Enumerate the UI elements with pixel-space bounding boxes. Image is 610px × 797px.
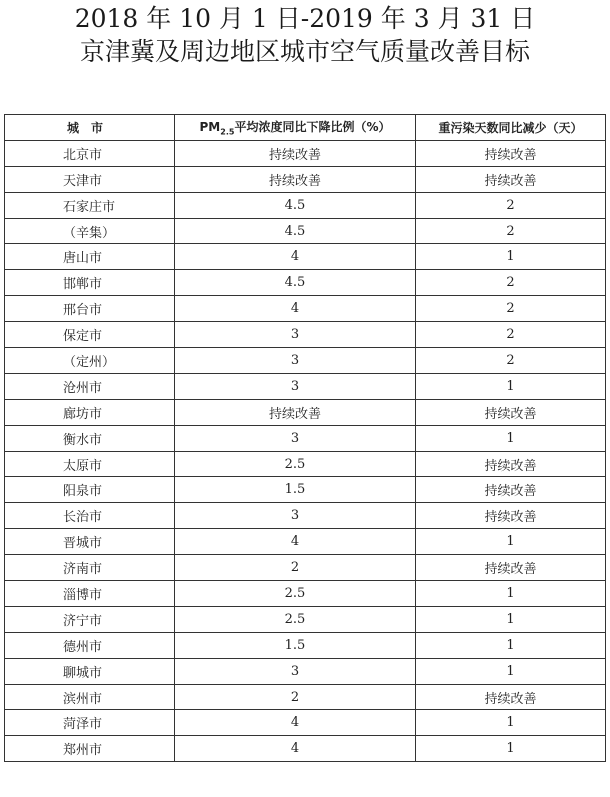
days-reduction-cell: 1	[416, 425, 606, 451]
table-row	[5, 218, 606, 244]
pm25-reduction-cell: 3	[175, 348, 416, 374]
table-row	[5, 192, 606, 218]
days-reduction-cell: 1	[416, 632, 606, 658]
pm25-reduction-cell: 2.5	[175, 606, 416, 632]
header-pm-prefix: PM	[199, 120, 221, 135]
table-row	[5, 529, 606, 555]
days-reduction-cell: 1	[416, 736, 606, 762]
city-cell: 滨州市	[5, 684, 175, 710]
city-cell: 太原市	[5, 451, 175, 477]
header-city: 城 市	[5, 115, 175, 141]
table-row	[5, 373, 606, 399]
table-row	[5, 581, 606, 607]
table-row	[5, 270, 606, 296]
document-title-line-1: 2018 年 10 月 1 日-2019 年 3 月 31 日	[74, 4, 536, 33]
pm25-reduction-cell: 2.5	[175, 581, 416, 607]
table-row	[5, 244, 606, 270]
air-quality-target-table	[4, 114, 606, 762]
city-cell: 菏泽市	[5, 710, 175, 736]
table-row	[5, 658, 606, 684]
table-row	[5, 348, 606, 374]
table-row	[5, 399, 606, 425]
days-reduction-cell: 2	[416, 322, 606, 348]
city-cell: 邯郸市	[5, 270, 175, 296]
city-cell: 邢台市	[5, 296, 175, 322]
table-row	[5, 503, 606, 529]
pm25-reduction-cell: 3	[175, 322, 416, 348]
pm25-reduction-cell: 4	[175, 710, 416, 736]
city-cell: 衡水市	[5, 425, 175, 451]
days-reduction-cell: 1	[416, 710, 606, 736]
days-reduction-cell: 持续改善	[416, 503, 606, 529]
days-reduction-cell: 1	[416, 373, 606, 399]
table-row	[5, 451, 606, 477]
days-reduction-cell: 2	[416, 348, 606, 374]
city-cell: 济南市	[5, 555, 175, 581]
city-cell: 郑州市	[5, 736, 175, 762]
city-cell: 济宁市	[5, 606, 175, 632]
days-reduction-cell: 持续改善	[416, 451, 606, 477]
days-reduction-cell: 1	[416, 581, 606, 607]
pm25-reduction-cell: 持续改善	[175, 166, 416, 192]
city-cell: 晋城市	[5, 529, 175, 555]
table-row	[5, 606, 606, 632]
document-title-line-2: 京津冀及周边地区城市空气质量改善目标	[79, 37, 530, 66]
header-pm-subscript: 2.5	[220, 127, 235, 137]
table-row	[5, 555, 606, 581]
table-row	[5, 710, 606, 736]
table-row	[5, 425, 606, 451]
table-row	[5, 140, 606, 166]
table-row	[5, 166, 606, 192]
days-reduction-cell: 2	[416, 296, 606, 322]
pm25-reduction-cell: 1.5	[175, 632, 416, 658]
city-cell: 唐山市	[5, 244, 175, 270]
pm25-reduction-cell: 3	[175, 658, 416, 684]
pm25-reduction-cell: 持续改善	[175, 399, 416, 425]
city-cell: 淄博市	[5, 581, 175, 607]
days-reduction-cell: 1	[416, 606, 606, 632]
pm25-reduction-cell: 4	[175, 736, 416, 762]
days-reduction-cell: 持续改善	[416, 555, 606, 581]
table-row	[5, 322, 606, 348]
city-cell: 廊坊市	[5, 399, 175, 425]
pm25-reduction-cell: 3	[175, 503, 416, 529]
pm25-reduction-cell: 3	[175, 425, 416, 451]
header-pm-rest: 平均浓度同比下降比例（%）	[234, 120, 391, 135]
days-reduction-cell: 持续改善	[416, 684, 606, 710]
days-reduction-cell: 2	[416, 270, 606, 296]
days-reduction-cell: 2	[416, 192, 606, 218]
pm25-reduction-cell: 1.5	[175, 477, 416, 503]
days-reduction-cell: 1	[416, 244, 606, 270]
city-cell: 石家庄市	[5, 192, 175, 218]
city-cell: 阳泉市	[5, 477, 175, 503]
pm25-reduction-cell: 2	[175, 684, 416, 710]
city-cell: 聊城市	[5, 658, 175, 684]
days-reduction-cell: 持续改善	[416, 399, 606, 425]
days-reduction-cell: 持续改善	[416, 477, 606, 503]
city-cell: 德州市	[5, 632, 175, 658]
pm25-reduction-cell: 4.5	[175, 218, 416, 244]
table-row	[5, 736, 606, 762]
city-cell: （辛集）	[5, 218, 175, 244]
city-cell: 长治市	[5, 503, 175, 529]
pm25-reduction-cell: 4	[175, 529, 416, 555]
days-reduction-cell: 1	[416, 529, 606, 555]
pm25-reduction-cell: 4.5	[175, 270, 416, 296]
city-cell: 北京市	[5, 140, 175, 166]
table-row	[5, 296, 606, 322]
days-reduction-cell: 1	[416, 658, 606, 684]
days-reduction-cell: 持续改善	[416, 166, 606, 192]
pm25-reduction-cell: 持续改善	[175, 140, 416, 166]
days-reduction-cell: 2	[416, 218, 606, 244]
header-pm25-reduction	[175, 115, 416, 141]
pm25-reduction-cell: 3	[175, 373, 416, 399]
table-row	[5, 684, 606, 710]
table-row	[5, 477, 606, 503]
days-reduction-cell: 持续改善	[416, 140, 606, 166]
city-cell: （定州）	[5, 348, 175, 374]
city-cell: 天津市	[5, 166, 175, 192]
city-cell: 保定市	[5, 322, 175, 348]
pm25-reduction-cell: 4.5	[175, 192, 416, 218]
header-heavy-pollution-days: 重污染天数同比减少（天）	[416, 115, 606, 141]
pm25-reduction-cell: 2.5	[175, 451, 416, 477]
pm25-reduction-cell: 4	[175, 244, 416, 270]
table-row	[5, 632, 606, 658]
table-header-row	[5, 115, 606, 141]
pm25-reduction-cell: 2	[175, 555, 416, 581]
city-cell: 沧州市	[5, 373, 175, 399]
pm25-reduction-cell: 4	[175, 296, 416, 322]
